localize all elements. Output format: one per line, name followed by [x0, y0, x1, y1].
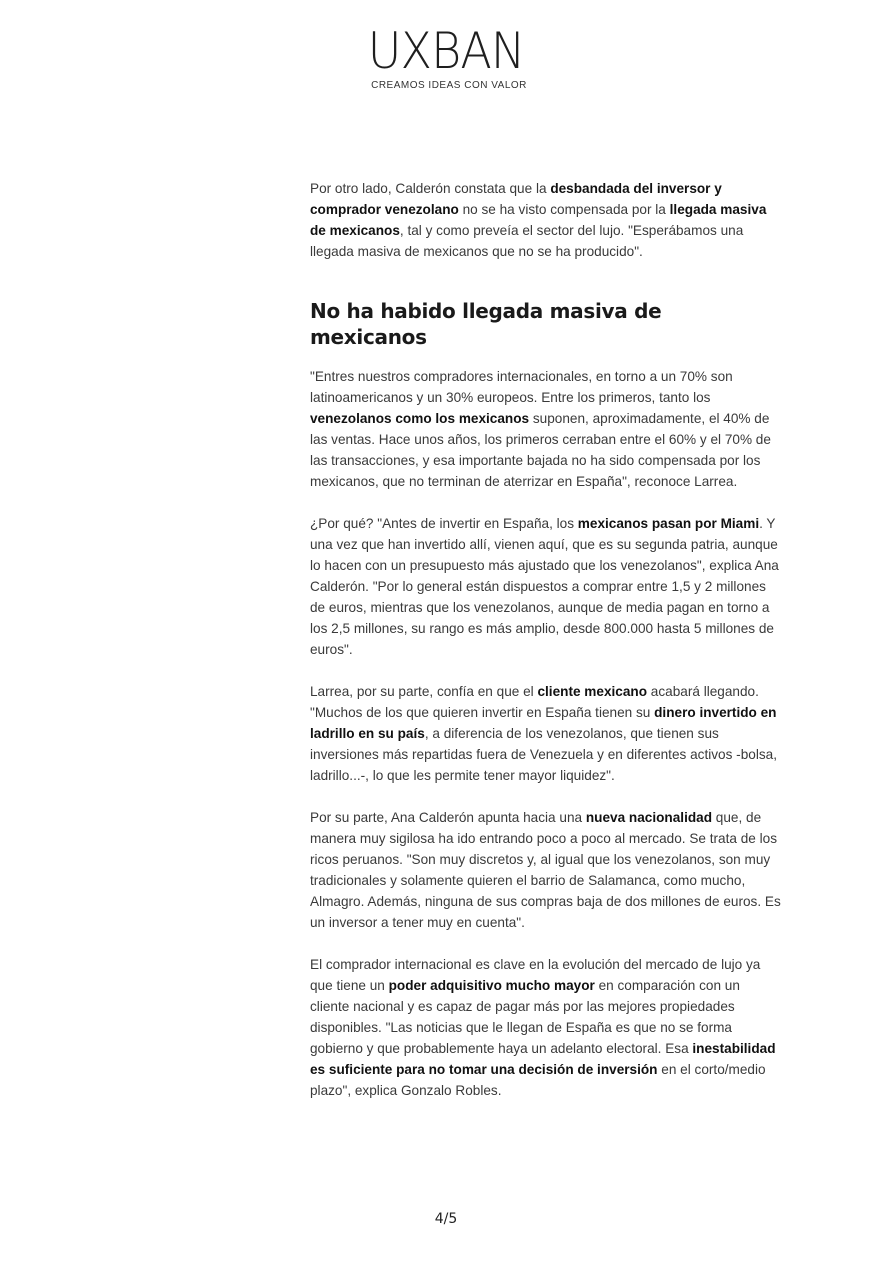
bold-run: llegada masiva de mexicanos — [310, 202, 767, 238]
paragraph-4 — [310, 681, 782, 786]
text-run: , a diferencia de los venezolanos, que tienen sus inversiones más repartidas fuera de Venezuela y en diferentes activos -bolsa, ladrillo...-, lo que les permite tener mayor liquidez". — [310, 726, 777, 783]
text-run: Por su parte, Ana Calderón apunta hacia una — [310, 810, 586, 825]
bold-run: nueva nacionalidad — [585, 810, 713, 825]
paragraph-3 — [310, 513, 782, 660]
paragraph-5 — [310, 807, 782, 933]
bold-run: poder adquisitivo mucho mayor — [388, 978, 595, 993]
bold-run: mexicanos pasan por Miami — [577, 516, 760, 531]
section-heading: No ha habido llegada masiva de mexicanos — [310, 299, 662, 349]
bold-run: inestabilidad es suficiente para no tomar una decisión de inversión — [310, 1041, 776, 1077]
text-run: acabará llegando. "Muchos de los que quieren invertir en España tienen su — [310, 684, 759, 720]
logo — [0, 22, 892, 91]
paragraph-1 — [310, 178, 782, 262]
article-body — [310, 178, 782, 1122]
text-run: en el corto/medio plazo", explica Gonzalo Robles. — [310, 1062, 766, 1098]
text-run: Larrea, por su parte, confía en que el — [310, 684, 538, 699]
text-run: . Y una vez que han invertido allí, vienen aquí, que es su segunda patria, aunque lo hacen con un presupuesto más ajustado que los venezolanos", explica Ana Calderón. "Por lo general están dispuestos a comprar entre 1,5 y 2 millones de euros, mientras que los venezolanos, aunque de media pagan en torno a los 2,5 millones, su rango es más amplio, desde 800.000 hasta 5 millones de euros". — [310, 516, 779, 657]
text-run: "Entres nuestros compradores internacionales, en torno a un 70% son latinoamericanos y un 30% europeos. Entre los primeros, tanto los — [310, 369, 733, 405]
page-number: 4/5 — [434, 1211, 458, 1227]
text-run: El comprador internacional es clave en la evolución del mercado de lujo ya que tiene un — [310, 957, 761, 993]
bold-run: desbandada del inversor y comprador venezolano — [310, 181, 722, 217]
text-run: suponen, aproximadamente, el 40% de las ventas. Hace unos años, los primeros cerraban entre el 60% y el 70% de las transacciones, y esa importante bajada no ha sido compensada por los mexicanos, que no terminan de aterrizar en España", reconoce Larrea. — [310, 411, 771, 489]
text-run: , tal y como preveía el sector del lujo. "Esperábamos una llegada masiva de mexicanos que no se ha producido". — [310, 223, 744, 259]
text-run: ¿Por qué? "Antes de invertir en España, los — [310, 516, 578, 531]
text-run: no se ha visto compensada por la — [458, 202, 670, 217]
bold-run: cliente mexicano — [537, 684, 648, 699]
text-run: en comparación con un cliente nacional y es capaz de pagar más por las mejores propiedades disponibles. "Las noticias que le llegan de España es que no se forma gobierno y que probablemente haya un adelanto electoral. Esa — [310, 978, 740, 1056]
text-run: que, de manera muy sigilosa ha ido entrando poco a poco al mercado. Se trata de los ricos peruanos. "Son muy discretos y, al igual que los venezolanos, son muy tradicionales y solamente quieren el barrio de Salamanca, como mucho, Almagro. Además, ninguna de sus compras baja de dos millones de euros. Es un inversor a tener muy en cuenta". — [310, 810, 781, 930]
paragraph-2 — [310, 366, 782, 492]
logo-tagline: CREAMOS IDEAS CON VALOR — [371, 80, 527, 91]
logo-wordmark: UXBAN — [367, 22, 525, 80]
bold-run: venezolanos como los mexicanos — [310, 411, 530, 426]
bold-run: dinero invertido en ladrillo en su país — [310, 705, 777, 741]
paragraph-6 — [310, 954, 782, 1101]
text-run: Por otro lado, Calderón constata que la — [310, 181, 551, 196]
